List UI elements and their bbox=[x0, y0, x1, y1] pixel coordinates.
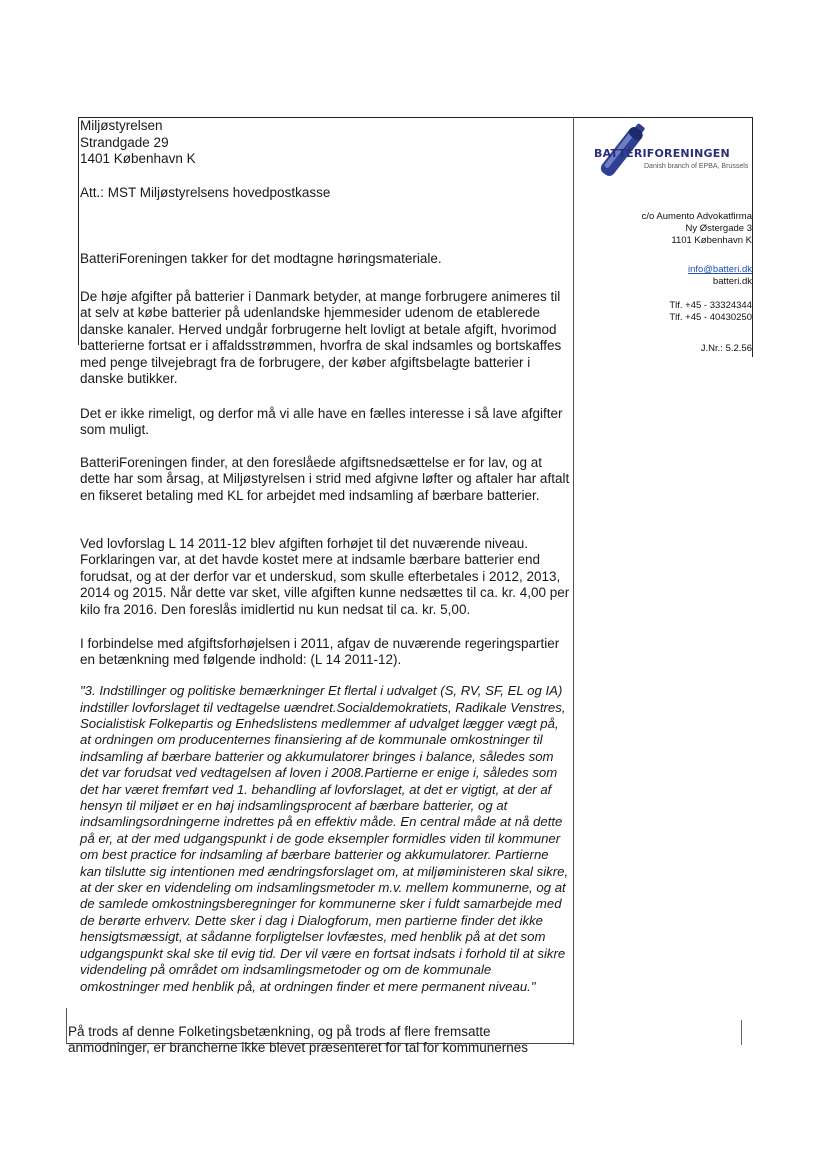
sender-city: 1101 København K bbox=[671, 235, 752, 246]
frame-line-left bbox=[78, 117, 79, 345]
sender-street: Ny Østergade 3 bbox=[685, 223, 752, 234]
committee-report-quote: "3. Indstillinger og politiske bemærkninger Et flertal i udvalget (S, RV, SF, EL og IA) indstiller lovforslaget til vedtagelse uændret.Socialdemokratiets, Radikale Venstres, Socialistisk Folkepartis og Enhedslistens medlemmer af udvalget lægger vægt på, at ordningen om producenternes finansiering af de kommunale omkostninger til indsamling af bærbare batterier og akkumulatorer bringes i balance, således som det var forudsat ved vedtagelsen af loven i 2008.Partierne er enige i, således som det har været fremført ved 1. behandling af lovforslaget, at det er vigtigt, at der af hensyn til miljøet er en høj indsamlingsprocent af bærbare batterier, og at indsamlingsordningerne indrettes på en effektiv måde. En central måde at nå dette på er, at der med udgangspunkt i de gode eksempler formidles viden til kommuner om best practice for indsamling af bærbare batterier og akkumulatorer. Partierne kan tilslutte sig intentionen med ændringsforslaget om, at miljøministeren skal sikre, at der sker en videndeling om indsamlingsmetoder m.v. mellem kommunerne, og at de samlede omkostningsberegninger for kommunerne sker i fuldt samarbejde med de berørte erhverv. Dette sker i dag i Dialogforum, men partierne finder det ikke hensigtsmæssigt, at sådanne forpligtelser lovfæstes, med henblik på at det som udgangspunkt skal ske til evig tid. Der vil være en fortsat indsats i forhold til at sikre videndeling på området om indsamlingsmetoder og om de kommunale omkostninger med henblik på, at ordningen finder et mere permanent niveau." bbox=[80, 683, 569, 994]
sender-address bbox=[642, 211, 752, 247]
paragraph-not-reasonable: Det er ikke rimeligt, og derfor må vi alle have en fælles interesse i så lave afgifter som muligt. bbox=[80, 405, 563, 438]
paragraph-law-proposal: Ved lovforslag L 14 2011-12 blev afgiften forhøjet til det nuværende niveau. Forklaringen var, at det havde kostet mere at indsamle bærbare batterier end forudsat, og at der derfor var et underskud, som skulle efterbetales i 2012, 2013, 2014 og 2015. Når dette var sket, ville afgiften kunne nedsættes til ca. kr. 4,00 per kilo fra 2016. Den foreslås imidlertid nu kun nedsat til ca. kr. 5,00. bbox=[80, 535, 570, 617]
sender-email-link[interactable]: info@batteri.dk bbox=[687, 264, 752, 275]
logo-wordmark: BATTERIFORENINGEN bbox=[594, 147, 730, 160]
paragraph-report-intro: I forbindelse med afgiftsforhøjelsen i 2011, afgav de nuværende regeringspartier en betænkning med følgende indhold: (L 14 2011-12). bbox=[80, 635, 560, 668]
recipient-street: Strandgade 29 bbox=[80, 134, 169, 150]
paragraph-high-taxes: De høje afgifter på batterier i Danmark betyder, at mange forbrugere animeres til at selv at købe batterier på udenlandske hjemmesider udenom de etablerede danske kanaler. Herved undgår forbrugerne helt lovligt at betale afgift, hvorimod batterierne fortsat er i affaldsstrømmen, hvorfra de skal indsamles og bortskaffes med penge tilvejebragt fra de forbrugere, der køber afgiftsbelagte batterier i danske butikker. bbox=[80, 288, 562, 387]
sender-contact bbox=[688, 264, 752, 288]
paragraph-reduction-too-low: BatteriForeningen finder, at den foreslåede afgiftsnedsættelse er for lav, og at dette har som årsag, at Miljøstyrelsen i strid med afgivne løfter og aftaler har aftalt en fikseret betaling med KL for arbejdet med indsamling af bærbare batterier. bbox=[80, 454, 570, 503]
sender-phone-2: Tlf. +45 - 40430250 bbox=[669, 312, 752, 323]
paragraph-despite-report: På trods af denne Folketingsbetænkning, og på trods af flere fremsatte anmodninger, er brancherne ikke blevet præsenteret for tal for kommunernes bbox=[68, 1023, 528, 1056]
sender-website: batteri.dk bbox=[712, 276, 752, 287]
recipient-city: 1401 København K bbox=[80, 151, 196, 167]
journal-number: J.Nr.: 5.2.56 bbox=[700, 343, 752, 354]
batteriforeningen-logo bbox=[590, 122, 755, 184]
sender-phone-1: Tlf. +45 - 33324344 bbox=[669, 300, 752, 311]
recipient-address bbox=[80, 118, 572, 168]
column-divider bbox=[573, 117, 574, 1045]
sender-phones bbox=[669, 300, 752, 324]
attention-line: Att.: MST Miljøstyrelsens hovedpostkasse bbox=[80, 185, 331, 200]
recipient-name: Miljøstyrelsen bbox=[80, 118, 163, 133]
sender-co: c/o Aumento Advokatfirma bbox=[641, 211, 752, 222]
frame-line-right-lower bbox=[741, 1020, 742, 1045]
logo-tagline: Danish branch of EPBA, Brussels bbox=[644, 163, 749, 170]
paragraph-thanks: BatteriForeningen takker for det modtagne høringsmateriale. bbox=[80, 250, 442, 266]
frame-line-left-lower bbox=[66, 1008, 67, 1044]
